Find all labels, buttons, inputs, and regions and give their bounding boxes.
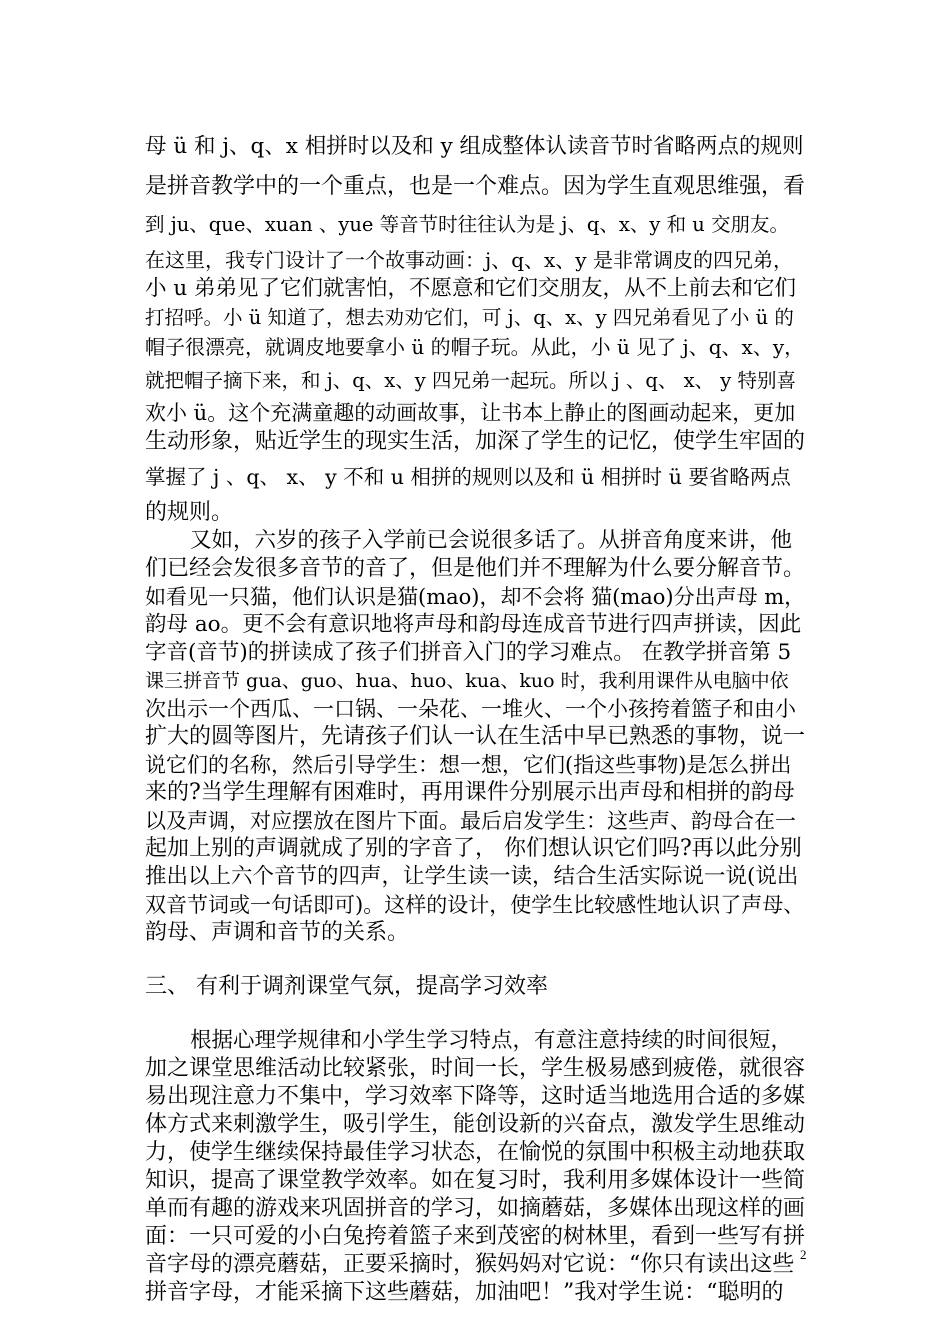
text-line: 们已经会发很多音节的音了，但是他们并不理解为什么要分解音节。 [145, 556, 806, 581]
text-line: 母 ü 和 j、q、x 相拼时以及和 y 组成整体认读音节时省略两点的规则 [145, 134, 804, 159]
text-line: 又如，六岁的孩子入学前已会说很多话了。从拼音角度来讲，他 [190, 528, 793, 553]
text-line: 推出以上六个音节的四声，让学生读一读，结合生活实际说一说(说出 [145, 864, 799, 889]
text-line: 帽子很漂亮，就调皮地要拿小 ü 的帽子玩。从此，小 ü 见了 j、q、x、y， [145, 335, 805, 359]
text-line: 根据心理学规律和小学生学习特点，有意注意持续的时间很短， [190, 1028, 793, 1053]
text-line: 掌握了 j 、q、 x、 y 不和 u 相拼的规则以及和 ü 相拼时 ü 要省略两点 [145, 465, 791, 489]
text-line: 韵母 ao。更不会有意识地将声母和韵母连成音节进行四声拼读，因此 [145, 612, 802, 637]
text-line: 知识，提高了课堂教学效率。如在复习时，我利用多媒体设计一些简 [145, 1168, 806, 1193]
text-line: 生动形象，贴近学生的现实生活，加深了学生的记忆，使学生牢固的 [145, 429, 806, 454]
section-heading: 三、 有利于调剂课堂气氛，提高学习效率 [145, 974, 548, 999]
page-number: 2 [800, 1247, 807, 1262]
text-line: 课三拼音节 gua、guo、hua、huo、kua、kuo 时，我利用课件从电脑中依 [145, 670, 789, 692]
text-line: 起加上别的声调就成了别的字音了， 你们想认识它们吗?再以此分别 [145, 836, 802, 861]
text-line: 面：一只可爱的小白兔挎着篮子来到茂密的树林里，看到一些写有拼 [145, 1224, 806, 1249]
text-line: 拼音字母，才能采摘下这些蘑菇，加油吧！”我对学生说：“聪明的 [145, 1280, 784, 1305]
text-line: 如看见一只猫，他们认识是猫(mao)，却不会将 猫(mao)分出声母 m， [145, 585, 806, 609]
text-line: 打招呼。小 ü 知道了，想去劝劝它们，可 j、q、x、y 四兄弟看见了小 ü 的 [145, 306, 794, 329]
text-line: 说它们的名称，然后引导学生：想一想，它们(指这些事物)是怎么拼出 [145, 753, 792, 777]
text-line: 到 ju、que、xuan 、yue 等音节时往往认为是 j、q、x、y 和 u 交朋友。 [145, 213, 790, 236]
text-line: 在这里，我专门设计了一个故事动画：j、q、x、y 是非常调皮的四兄弟， [145, 248, 793, 272]
text-line: 体方式来刺激学生，吸引学生，能创设新的兴奋点，激发学生思维动 [145, 1112, 806, 1137]
text-line: 字音(音节)的拼读成了孩子们拼音入门的学习难点。 在教学拼音第 5 [145, 640, 792, 665]
text-line: 韵母、声调和音节的关系。 [145, 920, 410, 945]
text-line: 扩大的圆等图片，先请孩子们认一认在生活中早已熟悉的事物，说一 [145, 724, 806, 749]
text-line: 以及声调，对应摆放在图片下面。最后启发学生：这些声、韵母合在一 [145, 809, 796, 833]
text-line: 易出现注意力不集中，学习效率下降等，这时适当地选用合适的多媒 [145, 1084, 806, 1109]
text-line: 音字母的漂亮蘑菇，正要采摘时，猴妈妈对它说：“你只有读出这些 [145, 1252, 795, 1277]
text-line: 双音节词或一句话即可)。这样的设计，使学生比较感性地认识了声母、 [145, 893, 805, 917]
text-line: 的规则。 [145, 500, 234, 525]
text-line: 就把帽子摘下来，和 j、q、x、y 四兄弟一起玩。所以 j 、q、 x、 y 特别喜 [145, 369, 796, 392]
text-line: 加之课堂思维活动比较紧张，时间一长，学生极易感到疲倦，就很容 [145, 1056, 806, 1081]
text-line: 欢小 ü。这个充满童趣的动画故事，让书本上静止的图画动起来，更加 [145, 401, 796, 425]
text-line: 单而有趣的游戏来巩固拼音的学习，如摘蘑菇，多媒体出现这样的画 [145, 1196, 806, 1221]
text-line: 来的?当学生理解有困难时，再用课件分别展示出声母和相拼的韵母 [145, 780, 795, 805]
text-line: 小 u 弟弟见了它们就害怕，不愿意和它们交朋友，从不上前去和它们 [145, 276, 797, 301]
text-line: 次出示一个西瓜、一口锅、一朵花、一堆火、一个小孩挎着篮子和由小 [145, 697, 796, 721]
text-line: 是拼音教学中的一个重点，也是一个难点。因为学生直观思维强，看 [145, 174, 806, 199]
text-line: 力，使学生继续保持最佳学习状态，在愉悦的氛围中积极主动地获取 [145, 1140, 806, 1165]
